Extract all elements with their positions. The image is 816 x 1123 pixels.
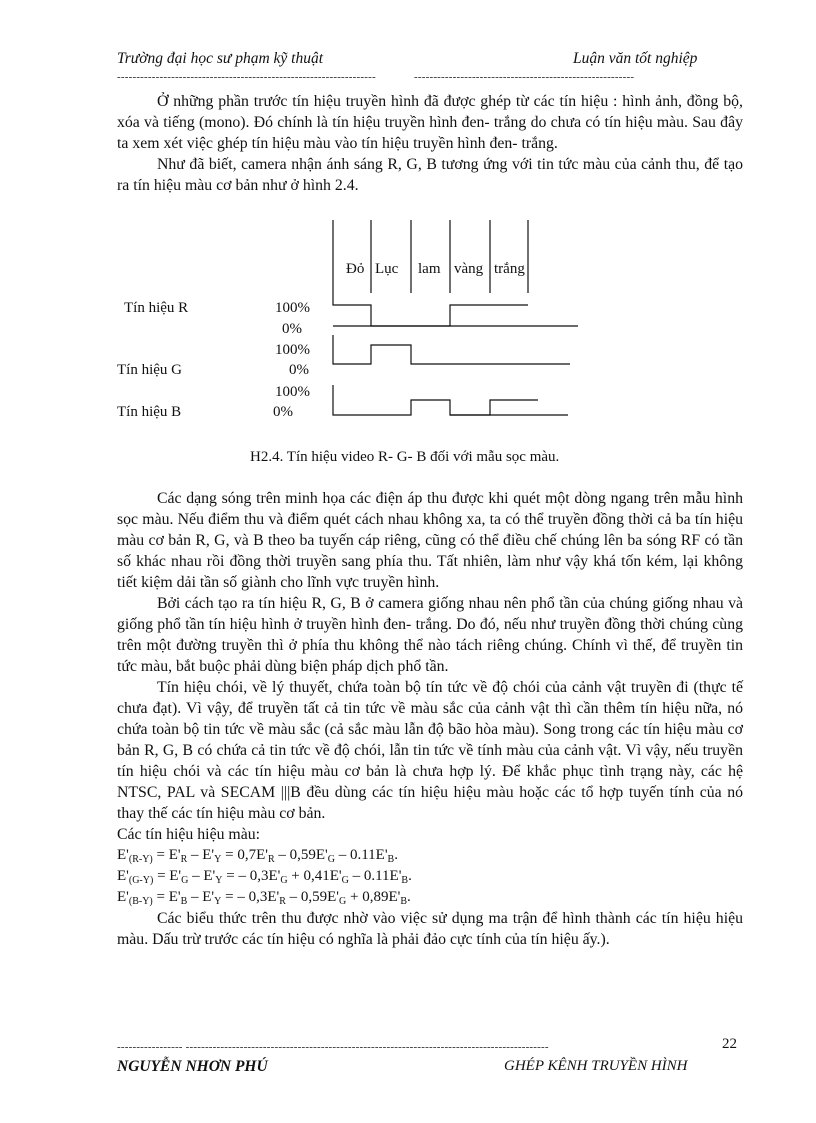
- label-g-0: 0%: [289, 362, 309, 378]
- figure-caption: H2.4. Tín hiệu video R- G- B đối với mẫu sọc màu.: [250, 449, 560, 465]
- label-signal-g: Tín hiệu G: [117, 362, 182, 378]
- bar-label: trắng: [494, 261, 525, 277]
- main-text: [117, 488, 743, 950]
- paragraph-1: Ở những phần trước tín hiệu truyền hình đã được ghép từ các tín hiệu : hình ảnh, đồng bộ, xóa và tiếng (mono). Đó chính là tín hiệu truyền hình đen- trắng do chưa có tín hiệu màu. Sau đây ta xem xét việc ghép tín hiệu màu vào tín hiệu truyền hình đen- trắng.: [117, 93, 743, 152]
- header-rule-left: -------------------------------------------------------------------: [117, 71, 376, 83]
- equation-b-y: $E'_{(B-Y)} = E'_B - E'_Y$ = – $0,3E'_R - 0,59E'_G + 0,89E'_B$.: [117, 889, 411, 907]
- g-waveform: [333, 335, 570, 364]
- label-signal-b: Tín hiệu B: [117, 404, 182, 420]
- paragraph-5: Tín hiệu chói, về lý thuyết, chứa toàn bộ tín tức về độ chói của cảnh vật truyền đi (thực tế chưa đạt). Vì vậy, để truyền tất cả tin tức về màu sắc của cảnh vật thì cần thêm tín hiệu nữa, nó chứa toàn bộ tin tức về màu sắc (cả sắc màu lẫn độ bão hòa màu). Song trong các tín hiệu màu cơ bản R, G, B có chứa cả tin tức về độ chói, lẫn tin tức về tính màu của cảnh vật. Vì vậy, nếu truyền tín hiệu chói và các tín hiệu màu cơ bản là chưa hợp lý. Để khắc phục tình trạng này, các hệ NTSC, PAL và SECAM |||B đều dùng các tín hiệu hiệu màu hoặc các tổ hợp tuyến tính của nó thay thế các tín hiệu màu cơ bản.: [117, 679, 743, 822]
- label-b-0: 0%: [273, 404, 293, 420]
- equation-r-y: $E'_{(R-Y)} = E'_R - E'_Y = 0,7E'_R - 0,59E'_G - 0.11E'_B$.: [117, 847, 398, 865]
- paragraph-2: Như đã biết, camera nhận ánh sáng R, G, B tương ứng với tin tức màu của cảnh thu, để tạo ra tín hiệu màu cơ bản như ở hình 2.4.: [117, 156, 743, 194]
- header-rule-right: ---------------------------------------------------------: [414, 71, 635, 83]
- header-thesis: Luận văn tốt nghiệp: [573, 50, 698, 67]
- footer-author: NGUYỄN NHƠN PHÚ: [117, 1058, 268, 1075]
- bar-label: lam: [418, 261, 441, 277]
- r-waveform: [333, 293, 528, 326]
- bar-label: Đỏ: [346, 261, 365, 277]
- label-signal-r: Tín hiệu R: [124, 300, 189, 316]
- bar-label: Lục: [375, 261, 399, 277]
- equation-g-y: $E'_{(G-Y)} = E'_G - E'_Y$ = – $0,3E'_G + 0,41E'_G - 0.11E'_B$.: [117, 868, 412, 886]
- footer-rule: ----------------- ----------------------------------------------------------------------------------------------: [117, 1041, 549, 1053]
- b-waveform: [333, 385, 538, 415]
- paragraph-4: Bởi cách tạo ra tín hiệu R, G, B ở camera giống nhau nên phổ tần của chúng giống nhau và giống phổ tần tín hiệu hình ở truyền hình đen- trắng. Do đó, nếu như truyền đồng thời chúng cùng trên một đường truyền thì ở phía thu không thể nào tách riêng chúng. Chính vì thế, để truyền tin tức màu, bắt buộc phải dùng biện pháp dịch phổ tần.: [117, 595, 743, 675]
- label-b-100: 100%: [275, 384, 310, 400]
- label-g-100: 100%: [275, 342, 310, 358]
- bar-label: vàng: [454, 261, 484, 277]
- paragraph-6: Các biểu thức trên thu được nhờ vào việc sử dụng ma trận để hình thành các tín hiệu hiệu màu. Dấu trừ trước các tín hiệu có nghĩa là phải đảo cực tính của tín hiệu ấy.).: [117, 910, 743, 948]
- label-r-100: 100%: [275, 300, 310, 316]
- page-number: 22: [722, 1036, 737, 1052]
- header-school: Trường đại học sư phạm kỹ thuật: [117, 50, 324, 67]
- intro-text: [117, 91, 743, 196]
- label-r-0: 0%: [282, 321, 302, 337]
- paragraph-3: Các dạng sóng trên minh họa các điện áp thu được khi quét một dòng ngang trên mẫu hình sọc màu. Nếu điểm thu và điểm quét cách nhau không xa, ta có thể truyền đồng thời cả ba tín hiệu màu cơ bản R, G, và B theo ba tuyến cáp riêng, cũng có thể điều chế chúng lên ba sóng RF có tần số khác nhau rồi đồng thời truyền sang phía thu. Tất nhiên, làm như vậy khá tốn kém, lại không tiết kiệm dải tần số giành cho lĩnh vực truyền hình.: [117, 490, 743, 591]
- equations-title: Các tín hiệu hiệu màu:: [117, 826, 261, 843]
- footer-title: GHÉP KÊNH TRUYỀN HÌNH: [504, 1058, 688, 1074]
